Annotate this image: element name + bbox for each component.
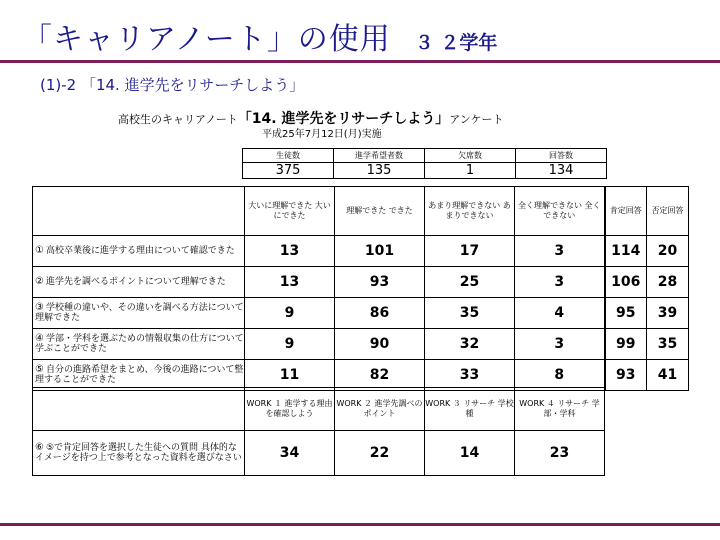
work-header: WORK ２ 進学先調べのポイント: [335, 388, 425, 431]
value-cell: 4: [515, 298, 605, 329]
negative-header: 否定回答: [647, 187, 689, 236]
question-text: 自分の進路希望をまとめ、今後の進路について整理することができた: [35, 365, 244, 385]
value-cell: 17: [425, 236, 515, 267]
evaluation-header: 全く理解できない 全くできない: [515, 187, 605, 236]
section-heading: (1)-2 「14. 進学先をリサーチしよう」: [40, 76, 305, 94]
table-row: [33, 431, 605, 476]
question-cell: [33, 329, 245, 360]
question-cell: [33, 236, 245, 267]
value-cell: 23: [515, 431, 605, 476]
question-number: ④: [35, 333, 44, 344]
stats-header: 進学希望者数: [334, 149, 425, 163]
value-cell: 9: [245, 329, 335, 360]
bottom-divider: [0, 523, 720, 526]
negative-cell: 41: [647, 360, 689, 391]
negative-cell: 35: [647, 329, 689, 360]
question-number: ③: [35, 302, 44, 313]
value-cell: 3: [515, 236, 605, 267]
value-cell: 3: [515, 267, 605, 298]
value-cell: 14: [425, 431, 515, 476]
value-cell: 86: [335, 298, 425, 329]
stats-header: 生徒数: [243, 149, 334, 163]
positive-cell: 99: [605, 329, 647, 360]
negative-cell: 39: [647, 298, 689, 329]
question-cell: [33, 431, 245, 476]
question-cell: [33, 267, 245, 298]
question-cell: [33, 298, 245, 329]
stats-value: 135: [334, 163, 425, 179]
question-text: 学校種の違いや、その違いを調べる方法について理解できた: [35, 303, 244, 323]
evaluation-header: 理解できた できた: [335, 187, 425, 236]
evaluation-header: あまり理解できない あまりできない: [425, 187, 515, 236]
question-number: ⑥: [35, 442, 44, 453]
positive-cell: 93: [605, 360, 647, 391]
table-row: [33, 329, 689, 360]
value-cell: 34: [245, 431, 335, 476]
positive-cell: 106: [605, 267, 647, 298]
question-number: ⑤: [35, 364, 44, 375]
survey-title-suffix: アンケート: [449, 113, 504, 126]
question-number: ①: [35, 245, 44, 256]
stats-value: 134: [516, 163, 607, 179]
value-cell: 22: [335, 431, 425, 476]
evaluation-table: [32, 186, 689, 391]
question-header-empty: [33, 187, 245, 236]
question-text: 進学先を調べるポイントについて理解できた: [45, 277, 226, 287]
work-table: [32, 387, 605, 476]
work-header-row: [33, 388, 605, 431]
table-row: [33, 267, 689, 298]
value-cell: 32: [425, 329, 515, 360]
value-cell: 9: [245, 298, 335, 329]
negative-cell: 28: [647, 267, 689, 298]
stats-value: 375: [243, 163, 334, 179]
value-cell: 25: [425, 267, 515, 298]
question-text: 高校卒業後に進学する理由について確認できた: [45, 246, 235, 256]
slide-title-main: 「キャリアノート」の使用: [22, 22, 391, 57]
work-header: WORK １ 進学する理由を確認しよう: [245, 388, 335, 431]
work-header: WORK ３ リサーチ 学校種: [425, 388, 515, 431]
slide-title: [22, 14, 497, 58]
question-text: 学部・学科を選ぶための情報収集の仕方について学ぶことができた: [35, 334, 244, 354]
stats-value: 1: [425, 163, 516, 179]
positive-cell: 95: [605, 298, 647, 329]
value-cell: 101: [335, 236, 425, 267]
value-cell: 13: [245, 236, 335, 267]
survey-title-main: 「14. 進学先をリサーチしよう」: [237, 111, 450, 127]
evaluation-header: 大いに理解できた 大いにできた: [245, 187, 335, 236]
value-cell: 13: [245, 267, 335, 298]
stats-header-row: [243, 149, 607, 163]
stats-value-row: [243, 163, 607, 179]
question-number: ②: [35, 276, 44, 287]
survey-date: 平成25年7月12日(月)実施: [262, 129, 382, 140]
work-header: WORK ４ リサーチ 学部・学科: [515, 388, 605, 431]
value-cell: 8: [515, 360, 605, 391]
positive-cell: 114: [605, 236, 647, 267]
table-row: [33, 236, 689, 267]
value-cell: 90: [335, 329, 425, 360]
slide-grade: ３ ２学年: [414, 32, 498, 54]
stats-header: 回答数: [516, 149, 607, 163]
question-text: ⑤で肯定回答を選択した生徒への質問 具体的なイメージを持つ上で参考となった資料を選びなさい: [35, 443, 242, 463]
table-row: [33, 298, 689, 329]
value-cell: 93: [335, 267, 425, 298]
work-header-empty: [33, 388, 245, 431]
value-cell: 3: [515, 329, 605, 360]
negative-cell: 20: [647, 236, 689, 267]
table-row: [33, 360, 689, 391]
stats-table: [242, 148, 607, 179]
value-cell: 82: [335, 360, 425, 391]
question-cell: [33, 360, 245, 391]
positive-header: 肯定回答: [605, 187, 647, 236]
survey-title-prefix: 高校生のキャリアノート: [118, 113, 238, 126]
value-cell: 35: [425, 298, 515, 329]
value-cell: 33: [425, 360, 515, 391]
evaluation-header-row: [33, 187, 689, 236]
top-divider: [0, 60, 720, 63]
value-cell: 11: [245, 360, 335, 391]
stats-header: 欠席数: [425, 149, 516, 163]
